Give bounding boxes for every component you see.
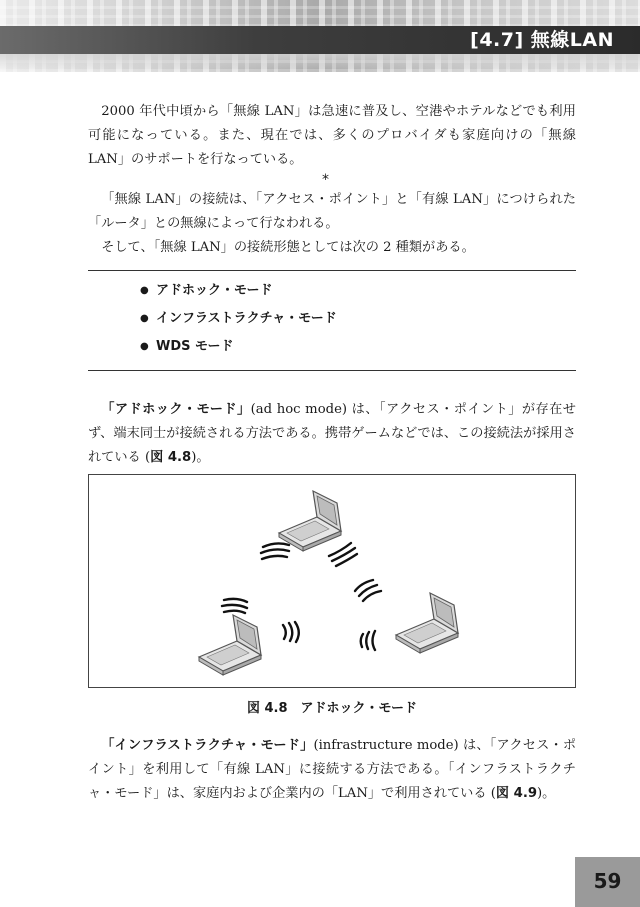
laptop-icon	[396, 593, 458, 653]
infrastructure-body: (infrastructure mode) は、「アクセス・ポイント」を利用して「有線 LAN」に接続する方法である。「インフラストラクチャ・モード」は、家庭内および企業内の「LAN」で利用されている (	[88, 738, 577, 801]
page-header	[0, 0, 640, 72]
laptop-icon	[199, 615, 261, 675]
list-item: ● アドホック・モード	[140, 280, 337, 308]
adhoc-end: )。	[191, 450, 210, 465]
intro-paragraph-3: そして、「無線 LAN」の接続形態としては次の 2 種類がある。	[101, 240, 475, 255]
infrastructure-end: )。	[537, 786, 556, 801]
adhoc-body: (ad hoc mode) は、「アクセス・ポイント」が存在せず、端末同士が接続される方法である。携帯ゲームなどでは、この接続法が採用されている (	[88, 402, 576, 465]
intro-paragraph-1: 2000 年代中頃から「無線 LAN」は急速に普及し、空港やホテルなどでも利用可能になっている。また、現在では、多くのプロバイダも家庭向けの「無線 LAN」のサポートを行なっている。	[88, 104, 576, 167]
adhoc-term: 「アドホック・モード」	[101, 402, 251, 417]
section-separator: *	[322, 172, 329, 188]
figure-caption: 図 4.8 アドホック・モード	[246, 701, 418, 716]
figure-ref: 図 4.9	[495, 786, 538, 801]
adhoc-diagram	[89, 475, 575, 687]
header-shade	[0, 54, 640, 72]
list-top-rule	[88, 270, 576, 271]
intro-paragraph-2: 「無線 LAN」の接続は、「アクセス・ポイント」と「有線 LAN」につけられた「ルータ」との無線によって行なわれる。	[88, 192, 576, 231]
laptop-icon	[279, 491, 341, 551]
adhoc-paragraph	[88, 398, 576, 470]
list-item: ● WDS モード	[140, 336, 337, 364]
section-title: [4.7] 無線LAN	[470, 29, 614, 51]
figure-ref: 図 4.8	[150, 450, 192, 465]
adhoc-figure	[88, 474, 576, 688]
list-bottom-rule	[88, 370, 576, 371]
infrastructure-paragraph	[88, 734, 576, 806]
mode-list	[140, 280, 337, 364]
list-item: ● インフラストラクチャ・モード	[140, 308, 337, 336]
page-number: 59	[593, 869, 622, 893]
infrastructure-term: 「インフラストラクチャ・モード」	[101, 738, 314, 753]
